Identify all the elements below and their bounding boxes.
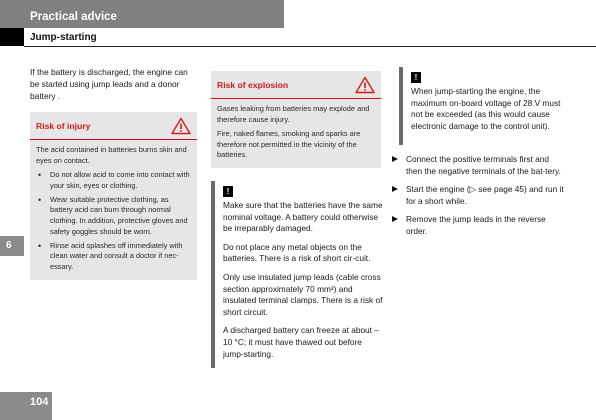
- note-paragraph: Do not place any metal objects on the batteries. There is a risk of short cir-cuit.: [223, 241, 371, 264]
- instruction-step: [391, 184, 566, 207]
- arrow-right-icon: [392, 156, 398, 162]
- voltage-note: [399, 67, 565, 145]
- injury-warning-list: [36, 170, 191, 272]
- section-title: Practical advice: [30, 11, 117, 23]
- explosion-warning-box: [211, 71, 381, 168]
- note-paragraph: Only use insulated jump leads (cable cross section approximately 70 mm²) and insulated terminal clamps. There is a risk of short circuit.: [223, 271, 383, 317]
- instruction-steps: [391, 154, 566, 245]
- arrow-right-icon: [392, 186, 398, 192]
- injury-warning-title: Risk of injury: [36, 121, 91, 131]
- instruction-step: [391, 214, 566, 237]
- intro-paragraph: If the battery is discharged, the engine can be started using jump leads and a donor battery .: [30, 67, 188, 101]
- subsection-title: Jump-starting: [30, 32, 97, 43]
- explosion-warning-title: Risk of explosion: [217, 80, 289, 90]
- injury-warning-header: [30, 112, 197, 140]
- caution-note: [211, 181, 383, 368]
- arrow-right-icon: [392, 216, 398, 222]
- list-item: • Do not allow acid to come into contact with your skin, eyes or clothing.: [36, 170, 191, 191]
- explosion-warning-body: [211, 99, 381, 171]
- explosion-warning-header: [211, 71, 381, 99]
- injury-warning-lead: The acid contained in batteries burns skin and eyes on contact.: [36, 145, 187, 165]
- caution-note-body: [223, 200, 383, 360]
- instruction-step: [391, 154, 566, 177]
- page-number: 104: [0, 392, 52, 420]
- explosion-warning-text: Fire, naked flames, smoking and sparks are therefore not permitted in the vicinity of the batteries.: [217, 129, 361, 160]
- warning-triangle-icon: [355, 76, 375, 94]
- exclamation-icon: !: [223, 186, 233, 197]
- step-text: Start the engine (▷ see page 45) and run it for a short while.: [406, 184, 564, 206]
- list-item: • Rinse acid splashes off immediately with clean water and consult a doctor if nec-essary.: [36, 241, 191, 273]
- warning-triangle-icon: [171, 117, 191, 135]
- step-text: Connect the positive terminals first and then the negative terminals of the bat-tery.: [406, 154, 561, 176]
- note-paragraph: A discharged battery can freeze at about –10 °C; it must have thawed out before jump-starting.: [223, 325, 379, 359]
- exclamation-icon: !: [411, 72, 421, 83]
- voltage-note-body: [411, 86, 565, 132]
- note-paragraph: When jump-starting the engine, the maximum on-board voltage of 28 V must not be exceeded (as this would cause electronic damage to the control unit).: [411, 86, 561, 131]
- list-item: • Wear suitable protective clothing, as battery acid can burn through normal clothing. In addition, protective gloves and safety goggles should be worn.: [36, 195, 191, 237]
- injury-warning-body: [30, 140, 197, 282]
- injury-warning-box: [30, 112, 197, 280]
- header-divider: [24, 46, 596, 47]
- step-text: Remove the jump leads in the reverse order.: [406, 214, 546, 236]
- subsection-marker: [0, 28, 24, 46]
- note-paragraph: Make sure that the batteries have the same nominal voltage. A battery could otherwise be irreparably damaged.: [223, 200, 383, 234]
- chapter-tab: 6: [0, 236, 24, 256]
- explosion-warning-text: Gases leaking from batteries may explode and therefore cause injury.: [217, 104, 370, 124]
